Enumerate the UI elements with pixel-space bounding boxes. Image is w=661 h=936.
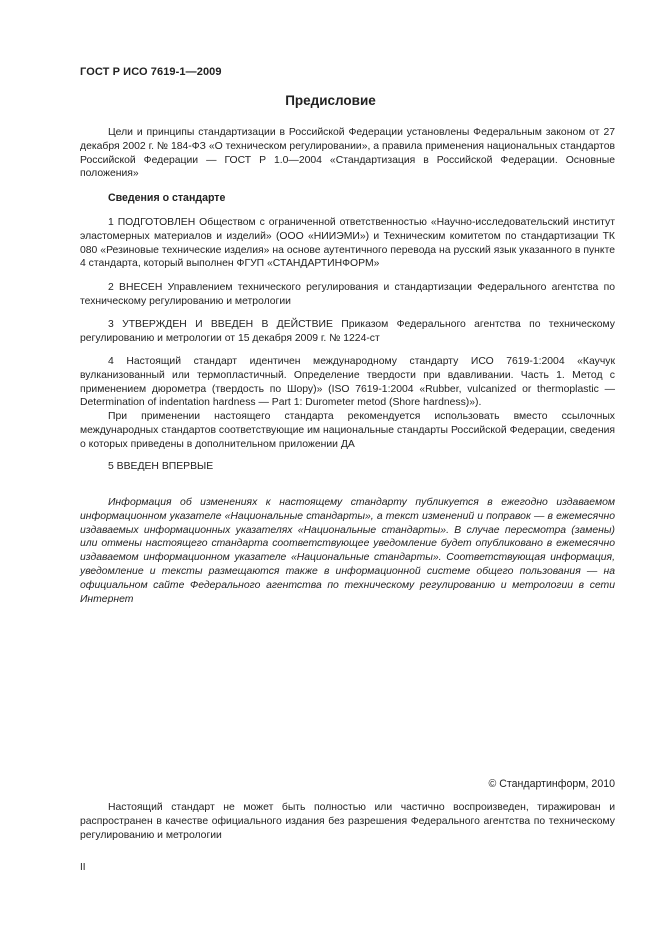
- document-header: ГОСТ Р ИСО 7619-1—2009: [80, 66, 222, 78]
- info-notice: Информация об изменениях к настоящему стандарту публикуется в ежегодно издаваемом информационном указателе «Национальные стандарты», а текст изменений и поправок — в ежемесячно издаваемых информационных указателях «Национальные стандарты». В случае пересмотра (замены) или отмены настоящего стандарта соответствующее уведомление будет опубликовано в ежемесячно издаваемом информационном указателе «Национальные стандарты». Соответствующая информация, уведомление и тексты размещаются также в информационной системе общего пользования — на официальном сайте Федерального агентства по техническому регулированию и метрологии в сети Интернет: [80, 497, 615, 605]
- item-4: 4 Настоящий стандарт идентичен международному стандарту ИСО 7619-1:2004 «Каучук вулканизованный или термопластичный. Определение твердости при вдавливании. Часть 1. Метод с применением дюрометра (твердость по Шору)» (ISO 7619-1:2004 «Rubber, vulcanized or thermoplastic — Determination of indentation hardness — Part 1: Durometer metod (Shore hardness)»).: [80, 356, 615, 409]
- reproduction-notice: Настоящий стандарт не может быть полностью или частично воспроизведен, тиражирован и распространен в качестве официального издания без разрешения Федерального агентства по техническому регулированию и метрологии: [80, 802, 615, 841]
- item-4-note: При применении настоящего стандарта рекомендуется использовать вместо ссылочных международных стандартов соответствующие им национальные стандарты Российской Федерации, сведения о которых приведены в дополнительном приложении ДА: [80, 411, 615, 450]
- page-number: II: [80, 862, 86, 873]
- page-title: Предисловие: [285, 93, 376, 108]
- section-title: Сведения о стандарте: [108, 192, 226, 204]
- copyright: © Стандартинформ, 2010: [488, 778, 615, 790]
- item-1: 1 ПОДГОТОВЛЕН Обществом с ограниченной ответственностью «Научно-исследовательский институт эластомерных материалов и изделий» (ООО «НИИЭМИ») и Техническим комитетом по стандартизации ТК 080 «Резиновые технические изделия» на основе аутентичного перевода на русский язык указанного в пункте 4 стандарта, который выполнен ФГУП «СТАНДАРТИНФОРМ»: [80, 217, 615, 270]
- item-3: 3 УТВЕРЖДЕН И ВВЕДЕН В ДЕЙСТВИЕ Приказом Федерального агентства по техническому регулированию и метрологии от 15 декабря 2009 г. № 1224-ст: [80, 319, 615, 344]
- item-5: 5 ВВЕДЕН ВПЕРВЫЕ: [108, 461, 214, 472]
- intro-paragraph: Цели и принципы стандартизации в Российской Федерации установлены Федеральным законом от 27 декабря 2002 г. № 184-ФЗ «О техническом регулировании», а правила применения национальных стандартов Российской Федерации — ГОСТ Р 1.0—2004 «Стандартизация в Российской Федерации. Основные положения»: [80, 127, 615, 180]
- item-2: 2 ВНЕСЕН Управлением технического регулирования и стандартизации Федерального агентства по техническому регулированию и метрологии: [80, 282, 615, 307]
